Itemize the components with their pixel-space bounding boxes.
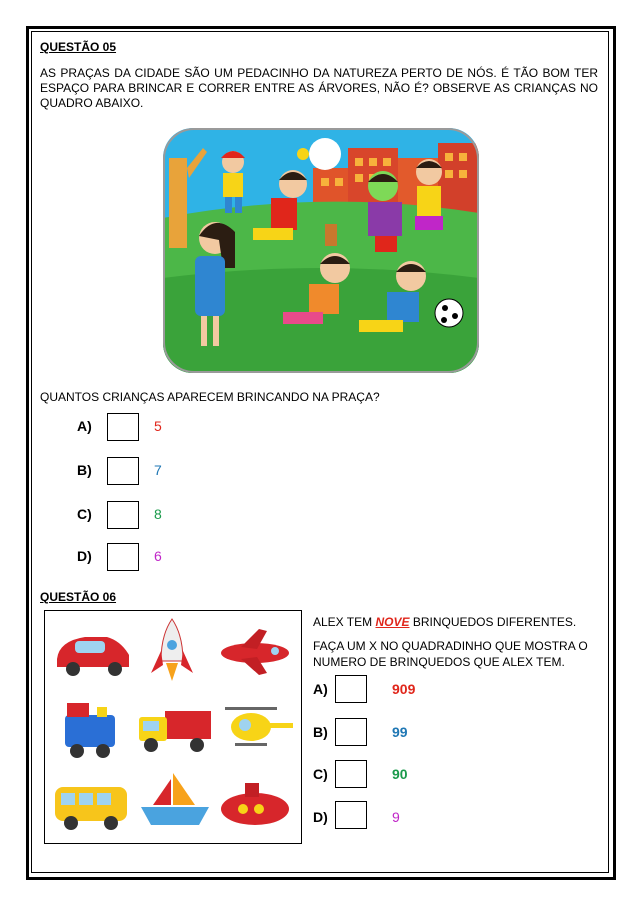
toy-helicopter-icon bbox=[225, 707, 293, 746]
question-05-title: QUESTÃO 05 bbox=[40, 40, 117, 54]
q6-option-d-checkbox[interactable] bbox=[335, 801, 367, 829]
q5-option-b-letter: B) bbox=[77, 462, 92, 478]
question-05-prompt: QUANTOS CRIANÇAS APARECEM BRINCANDO NA PRAÇA? bbox=[40, 390, 380, 404]
q5-option-c-letter: C) bbox=[77, 506, 92, 522]
toy-airplane-icon bbox=[221, 629, 289, 675]
toy-train-icon bbox=[65, 703, 115, 758]
statement-suffix: BRINQUEDOS DIFERENTES. bbox=[409, 615, 577, 629]
statement-emphasis: NOVE bbox=[375, 615, 410, 629]
toy-boat-icon bbox=[141, 773, 209, 825]
q5-option-a-checkbox[interactable] bbox=[107, 413, 139, 441]
q6-option-c-letter: C) bbox=[313, 766, 328, 782]
statement-prefix: ALEX TEM bbox=[313, 615, 376, 629]
q5-option-b-checkbox[interactable] bbox=[107, 457, 139, 485]
toy-truck-icon bbox=[139, 711, 211, 752]
q6-option-d-value: 9 bbox=[392, 809, 400, 825]
q5-option-d-checkbox[interactable] bbox=[107, 543, 139, 571]
q5-option-d-value: 6 bbox=[154, 548, 162, 564]
question-06-statement bbox=[313, 614, 603, 630]
q5-option-d-letter: D) bbox=[77, 548, 92, 564]
q6-option-b-checkbox[interactable] bbox=[335, 718, 367, 746]
q5-option-a-letter: A) bbox=[77, 418, 92, 434]
q5-option-c-value: 8 bbox=[154, 506, 162, 522]
toy-rocket-icon bbox=[151, 619, 193, 681]
q6-option-c-value: 90 bbox=[392, 766, 408, 782]
q6-option-a-letter: A) bbox=[313, 681, 328, 697]
question-06-instruction: FAÇA UM X NO QUADRADINHO QUE MOSTRA O NUMERO DE BRINQUEDOS QUE ALEX TEM. bbox=[313, 639, 588, 669]
q6-option-a-value: 909 bbox=[392, 681, 416, 697]
question-06-title: QUESTÃO 06 bbox=[40, 590, 117, 604]
q5-option-c-checkbox[interactable] bbox=[107, 501, 139, 529]
q6-option-a-checkbox[interactable] bbox=[335, 675, 367, 703]
toys-illustration-frame bbox=[44, 610, 302, 844]
toy-bus-icon bbox=[55, 787, 127, 830]
toy-submarine-icon bbox=[221, 783, 289, 825]
q5-option-a-value: 5 bbox=[154, 418, 162, 434]
q6-option-d-letter: D) bbox=[313, 809, 328, 825]
question-05-text: AS PRAÇAS DA CIDADE SÃO UM PEDACINHO DA NATUREZA PERTO DE NÓS. É TÃO BOM TER ESPAÇO PARA BRINCAR E CORRER ENTRE AS ÁRVORES, NÃO É? OBSERVE AS CRIANÇAS NO QUADRO ABAIXO. bbox=[40, 66, 598, 110]
park-children-illustration bbox=[163, 128, 479, 373]
q5-option-b-value: 7 bbox=[154, 462, 162, 478]
toy-car-icon bbox=[57, 637, 129, 676]
q6-option-b-value: 99 bbox=[392, 724, 408, 740]
q6-option-c-checkbox[interactable] bbox=[335, 760, 367, 788]
q6-option-b-letter: B) bbox=[313, 724, 328, 740]
